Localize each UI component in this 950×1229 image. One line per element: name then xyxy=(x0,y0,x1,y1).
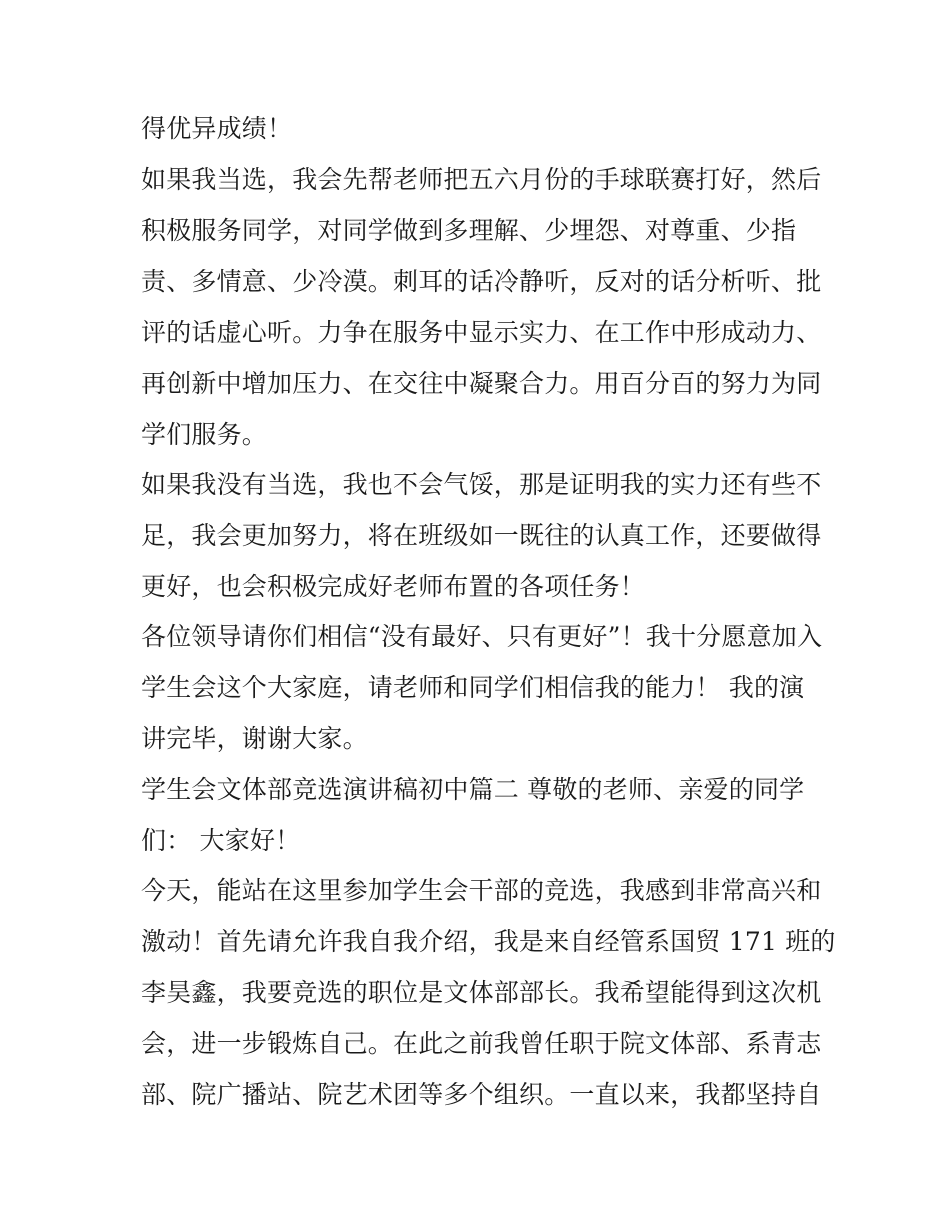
text-line: 李昊鑫，我要竞选的职位是文体部部长。我希望能得到这次机 xyxy=(141,978,822,1007)
text-line: 如果我没有当选，我也不会气馁，那是证明我的实力还有些不 xyxy=(141,470,822,499)
text-line: 学们服务。 xyxy=(141,420,268,449)
text-line: 如果我当选，我会先帮老师把五六月份的手球联赛打好，然后 xyxy=(141,165,822,194)
text-line: 得优异成绩！ xyxy=(141,114,293,143)
text-line: 们： 大家好！ xyxy=(141,826,301,855)
text-line: 部、院广播站、院艺术团等多个组织。一直以来，我都坚持自 xyxy=(141,1080,822,1109)
text-line: 评的话虚心听。力争在服务中显示实力、在工作中形成动力、 xyxy=(141,318,822,347)
text-line: 责、多情意、少冷漠。刺耳的话冷静听，反对的话分析听、批 xyxy=(141,267,822,296)
text-line: 讲完毕，谢谢大家。 xyxy=(141,724,368,753)
text-line: 学生会这个大家庭，请老师和同学们相信我的能力！ 我的演 xyxy=(141,673,805,702)
text-line: 更好，也会积极完成好老师布置的各项任务！ xyxy=(141,572,646,601)
text-line: 今天，能站在这里参加学生会干部的竞选，我感到非常高兴和 xyxy=(141,876,822,905)
text-line: 学生会文体部竞选演讲稿初中篇二 尊敬的老师、亲爱的同学 xyxy=(141,775,805,804)
text-line: 激动！首先请允许我自我介绍，我是来自经管系国贸 171 班的 xyxy=(141,927,836,956)
text-line: 会，进一步锻炼自己。在此之前我曾任职于院文体部、系青志 xyxy=(141,1029,822,1058)
text-line: 足，我会更加努力，将在班级如一既往的认真工作，还要做得 xyxy=(141,521,822,550)
text-line: 再创新中增加压力、在交往中凝聚合力。用百分百的努力为同 xyxy=(141,369,822,398)
text-line: 积极服务同学，对同学做到多理解、少埋怨、对尊重、少指 xyxy=(141,216,797,245)
text-line: 各位领导请你们相信“没有最好、只有更好”！我十分愿意加入 xyxy=(141,622,823,651)
